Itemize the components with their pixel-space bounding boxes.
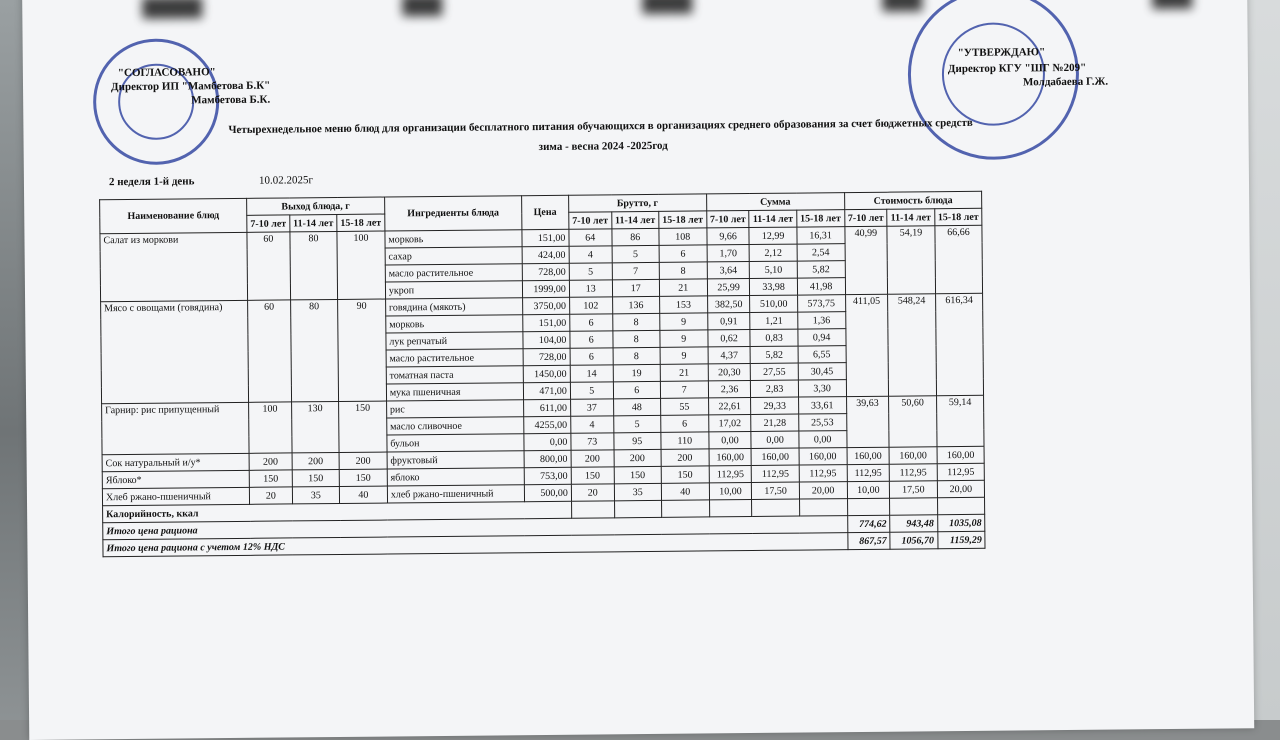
output-value: 40 [339,486,387,503]
calories-label: Калорийность, ккал [103,501,572,522]
cost-value: 39,63 [846,396,889,447]
gross-value: 9 [660,330,708,347]
output-value: 90 [338,299,387,401]
gross-value: 200 [614,449,661,466]
sum-value: 0,00 [799,431,847,448]
empty-cell [799,499,847,516]
sum-value: 29,33 [751,397,798,414]
age-header: 11-14 лет [887,209,934,226]
cost-value: 616,34 [935,293,984,395]
ingredient-price: 151,00 [523,314,570,331]
dish-name: Мясо с овощами (говядина) [101,300,249,403]
sum-value: 30,45 [798,363,846,380]
ingredient-name: яблоко [387,468,524,486]
output-value: 100 [249,402,292,453]
menu-date: 10.02.2025г [258,174,314,187]
output-value: 200 [292,452,339,469]
gross-value: 55 [660,398,708,415]
gross-value: 6 [659,245,707,262]
gross-value: 21 [659,279,707,296]
ingredient-price: 471,00 [523,382,570,399]
gross-value: 5 [612,245,659,262]
ingredients-header: Ингредиенты блюда [384,196,521,231]
sum-value: 382,50 [707,296,750,313]
total-vat-value: 867,57 [847,532,890,549]
gross-value: 200 [661,449,709,466]
price-header: Цена [521,195,568,229]
ingredient-name: фруктовый [387,451,524,469]
sum-value: 10,00 [709,483,752,500]
gross-value: 6 [570,331,613,348]
sum-value: 3,64 [707,262,750,279]
ingredient-price: 728,00 [523,348,570,365]
gross-value: 7 [612,262,659,279]
sum-value: 2,12 [750,244,797,261]
approved-line1: Директор КГУ "ШГ №209" [947,61,1087,76]
document-title: Четырехнедельное меню блюд для организации бесплатного питания обучающихся в организациях среднего образования за счет бюджетных средств [228,116,973,137]
age-header: 15-18 лет [934,208,982,225]
gross-value: 136 [612,296,659,313]
cost-value: 112,95 [890,464,937,481]
ingredient-price: 728,00 [522,263,569,280]
gross-value: 8 [613,347,660,364]
output-value: 100 [337,231,385,299]
sum-value: 112,95 [709,466,752,483]
output-value: 150 [339,469,387,486]
cost-value: 411,05 [845,294,889,396]
empty-cell [937,497,985,514]
sum-value: 2,83 [751,380,798,397]
sum-value: 0,62 [708,330,751,347]
sum-value: 20,30 [708,364,751,381]
cost-value: 160,00 [937,446,985,463]
empty-cell [571,501,614,518]
cost-value: 50,60 [889,396,937,447]
ingredient-name: масло растительное [386,349,523,367]
total-vat-label: Итого цена рациона с учетом 12% НДС [103,533,848,557]
gross-value: 153 [659,296,707,313]
sum-value: 112,95 [752,465,799,482]
sum-value: 1,21 [750,312,797,329]
sum-value: 2,54 [797,244,845,261]
ingredient-price: 4255,00 [524,416,571,433]
age-header: 7-10 лет [844,209,887,226]
dish-name: Салат из моркови [100,232,248,301]
output-value: 150 [292,469,339,486]
empty-cell [890,498,937,515]
sum-value: 1,36 [797,312,845,329]
sum-value: 0,00 [751,431,798,448]
week-day: 2 неделя 1-й день [108,175,195,189]
cost-value: 112,95 [847,464,890,481]
redacted-mark [402,0,442,16]
sum-value: 4,37 [708,347,751,364]
output-value: 80 [290,231,338,299]
gross-value: 150 [661,466,709,483]
ingredient-name: масло растительное [385,264,522,282]
output-value: 60 [248,300,292,402]
sum-value: 160,00 [752,448,799,465]
gross-value: 21 [660,364,708,381]
sum-value: 160,00 [709,449,752,466]
sum-value: 5,10 [750,261,797,278]
sum-value: 20,00 [799,482,847,499]
cost-value: 66,66 [934,225,982,293]
ingredient-price: 1999,00 [522,280,569,297]
gross-value: 9 [660,347,708,364]
ingredient-name: морковь [386,315,523,333]
dish-name: Гарнир: рис припущенный [102,402,249,454]
dish-name: Яблоко* [102,470,249,488]
ingredient-price: 500,00 [524,484,571,501]
redacted-mark [142,0,202,19]
total-value: 943,48 [890,515,937,532]
gross-value: 13 [569,280,612,297]
empty-cell [752,499,799,516]
sum-value: 16,31 [797,227,845,244]
sum-value: 27,55 [751,363,798,380]
redacted-mark [1152,0,1192,9]
cost-value: 54,19 [887,226,935,294]
sum-value: 22,61 [708,398,751,415]
gross-value: 17 [612,279,659,296]
gross-value: 40 [661,483,709,500]
cost-header: Стоимость блюда [844,191,982,209]
agreed-title: "СОГЛАСОВАНО" [117,66,216,80]
agreed-line1: Директор ИП "Мамбетова Б.К" [110,79,271,94]
ingredient-name: масло сливочное [387,417,524,435]
sum-value: 0,00 [709,432,752,449]
output-value: 20 [249,487,292,504]
gross-value: 8 [613,330,660,347]
cost-value: 112,95 [937,463,985,480]
cost-value: 160,00 [889,447,936,464]
gross-value: 20 [571,484,614,501]
ingredient-price: 151,00 [522,229,569,246]
age-header: 11-14 лет [749,210,796,227]
gross-value: 95 [614,432,661,449]
ingredient-name: говядина (мякоть) [385,298,522,316]
sum-value: 33,98 [750,278,797,295]
gross-value: 35 [614,483,661,500]
sum-value: 6,55 [798,346,846,363]
ingredient-name: морковь [385,230,522,248]
ingredient-price: 3750,00 [522,297,569,314]
sum-value: 25,53 [798,414,846,431]
sum-value: 5,82 [751,346,798,363]
ingredient-name: сахар [385,247,522,265]
gross-value: 110 [661,432,709,449]
empty-cell [614,500,661,517]
sum-value: 41,98 [797,278,845,295]
gross-value: 150 [614,466,661,483]
redacted-mark [642,0,692,14]
cost-value: 10,00 [847,481,890,498]
total-value: 1035,08 [937,514,985,531]
gross-value: 48 [613,398,660,415]
ingredient-name: рис [386,400,523,418]
sum-value: 573,75 [797,295,845,312]
sum-value: 33,61 [798,397,846,414]
sum-value: 112,95 [799,465,847,482]
ingredient-price: 611,00 [523,399,570,416]
ingredient-name: хлеб ржано-пшеничный [387,485,524,503]
total-value: 774,62 [847,515,890,532]
cost-value: 160,00 [847,447,890,464]
output-value: 150 [339,401,387,452]
output-header: Выход блюда, г [247,197,385,215]
gross-value: 8 [612,313,659,330]
total-vat-value: 1159,29 [937,531,985,548]
output-value: 60 [247,232,290,300]
age-header: 7-10 лет [706,211,749,228]
gross-value: 7 [660,381,708,398]
gross-value: 5 [613,415,660,432]
sum-value: 3,30 [798,380,846,397]
gross-value: 6 [570,314,613,331]
document-page [22,0,1254,740]
sum-value: 17,02 [708,415,751,432]
sum-value: 17,50 [752,482,799,499]
ingredient-price: 424,00 [522,246,569,263]
redacted-mark [882,0,922,12]
gross-value: 64 [569,229,612,246]
sum-value: 5,82 [797,261,845,278]
ingredient-name: укроп [385,281,522,299]
output-value: 35 [292,486,339,503]
age-header: 15-18 лет [337,214,385,231]
output-value: 200 [339,452,387,469]
gross-value: 5 [570,382,613,399]
ingredient-name: бульон [387,434,524,452]
gross-value: 14 [570,365,613,382]
age-header: 7-10 лет [569,212,612,229]
gross-value: 108 [659,228,707,245]
gross-value: 200 [571,450,614,467]
sum-value: 2,36 [708,381,751,398]
total-vat-value: 1056,70 [890,532,937,549]
age-header: 11-14 лет [290,214,337,231]
gross-value: 9 [660,313,708,330]
gross-value: 5 [569,263,612,280]
cost-value: 20,00 [937,480,985,497]
sum-value: 510,00 [750,295,797,312]
approved-line2: Молдабаева Г.Ж. [1022,75,1109,89]
sum-value: 0,91 [707,313,750,330]
empty-cell [709,500,752,517]
gross-value: 6 [661,415,709,432]
output-value: 80 [290,299,338,401]
gross-header: Брутто, г [568,194,706,212]
dish-name: Хлеб ржано-пшеничный [102,487,249,505]
approved-title: "УТВЕРЖДАЮ" [957,46,1046,60]
cost-value: 548,24 [888,294,936,396]
empty-cell [847,498,890,515]
ingredient-price: 1450,00 [523,365,570,382]
ingredient-name: томатная паста [386,366,523,384]
sum-value: 0,94 [798,329,846,346]
gross-value: 4 [571,416,614,433]
output-value: 130 [291,401,339,452]
gross-value: 37 [570,399,613,416]
empty-cell [661,500,709,517]
cost-value: 17,50 [890,481,937,498]
cost-value: 59,14 [936,395,984,446]
sum-value: 1,70 [707,245,750,262]
dish-name: Сок натуральный и/у* [102,453,249,471]
sum-header: Сумма [706,193,844,211]
agreed-line2: Мамбетова Б.К. [191,93,271,107]
gross-value: 150 [571,467,614,484]
sum-value: 9,66 [707,228,750,245]
age-header: 15-18 лет [659,211,707,228]
cost-value: 40,99 [844,226,887,294]
output-value: 200 [249,453,292,470]
document-subtitle: зима - весна 2024 -2025год [538,139,668,154]
ingredient-price: 753,00 [524,467,571,484]
menu-table [99,191,986,557]
total-label: Итого цена рациона [103,516,848,540]
age-header: 15-18 лет [796,210,844,227]
ingredient-price: 0,00 [524,433,571,450]
sum-value: 21,28 [751,414,798,431]
gross-value: 6 [570,348,613,365]
output-value: 150 [249,470,292,487]
ingredient-price: 800,00 [524,450,571,467]
sum-value: 25,99 [707,279,750,296]
sum-value: 0,83 [750,329,797,346]
gross-value: 19 [613,364,660,381]
ingredient-name: мука пшеничная [386,383,523,401]
age-header: 11-14 лет [611,211,658,228]
dish-header: Наименование блюд [100,198,247,233]
gross-value: 73 [571,433,614,450]
sum-value: 160,00 [799,448,847,465]
sum-value: 12,99 [749,227,796,244]
gross-value: 102 [569,297,612,314]
gross-value: 6 [613,381,660,398]
gross-value: 86 [612,228,659,245]
gross-value: 4 [569,246,612,263]
ingredient-price: 104,00 [523,331,570,348]
age-header: 7-10 лет [247,215,290,232]
ingredient-name: лук репчатый [386,332,523,350]
gross-value: 8 [659,262,707,279]
